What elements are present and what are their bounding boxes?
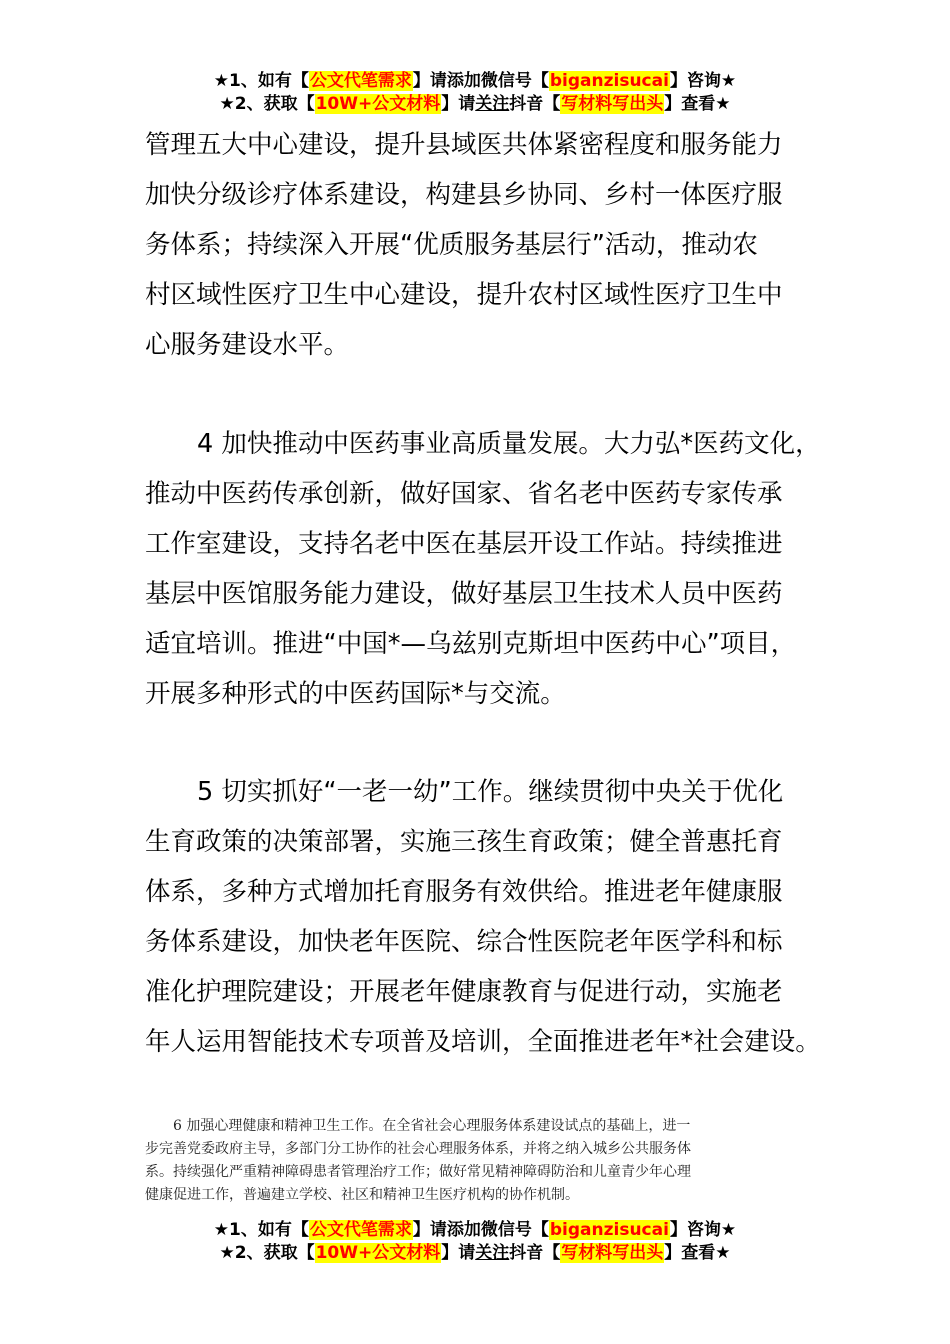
highlight-douyin: 写材料写出头 (561, 94, 664, 114)
highlight-materials: 10W+公文材料 (315, 1243, 441, 1263)
header-banner-line-2: ★2、获取【10W+公文材料】请关注抖音【写材料写出头】查看★ (219, 94, 731, 114)
highlight-materials: 10W+公文材料 (315, 94, 441, 114)
text-line: 工作室建设，支持名老中医在基层开设工作站。持续推进 (145, 529, 783, 559)
highlight-douyin: 写材料写出头 (561, 1243, 664, 1263)
text-line: 生育政策的决策部署，实施三孩生育政策；健全普惠托育 (145, 827, 783, 857)
paragraph-3-continued (145, 120, 835, 370)
highlight-wechat-id: biganzisucai (549, 71, 669, 91)
text-line: 年人运用智能技术专项普及培训，全面推进老年*社会建设。 (145, 1027, 821, 1057)
paragraph-4 (145, 419, 835, 719)
text-line: 系。持续强化严重精神障碍患者管理治疗工作；做好常见精神障碍防治和儿童青少年心理 (145, 1164, 691, 1180)
text-line: 推动中医药传承创新，做好国家、省名老中医药专家传承 (145, 479, 783, 509)
paragraph-5 (145, 767, 835, 1067)
text-line: 步完善党委政府主导，多部门分工协作的社会心理服务体系，并将之纳入城乡公共服务体 (145, 1141, 691, 1157)
text-line: 5 切实抓好“一老一幼”工作。继续贯彻中央关于优化 (197, 777, 784, 807)
highlight-wechat-id: biganzisucai (549, 1220, 669, 1240)
header-banner-line-1: ★1、如有【公文代笔需求】请添加微信号【biganzisucai】咨询★ (213, 71, 737, 91)
footer-banner-line-2: ★2、获取【10W+公文材料】请关注抖音【写材料写出头】查看★ (219, 1243, 731, 1263)
text-line: 开展多种形式的中医药国际*与交流。 (145, 679, 566, 709)
highlight-service: 公文代笔需求 (309, 71, 412, 91)
text-line: 务体系建设，加快老年医院、综合性医院老年医学科和标 (145, 927, 783, 957)
text-line: 村区域性医疗卫生中心建设，提升农村区域性医疗卫生中 (145, 280, 783, 310)
text-line: 健康促进工作，普遍建立学校、社区和精神卫生医疗机构的协作机制。 (145, 1187, 579, 1203)
text-line: 管理五大中心建设，提升县域医共体紧密程度和服务能力 (145, 130, 783, 160)
text-line: 心服务建设水平。 (145, 330, 350, 360)
text-line: 体系，多种方式增加托育服务有效供给。推进老年健康服 (145, 877, 783, 907)
text-line: 基层中医馆服务能力建设，做好基层卫生技术人员中医药 (145, 579, 783, 609)
paragraph-6 (145, 1115, 815, 1207)
text-line: 加快分级诊疗体系建设，构建县乡协同、乡村一体医疗服 (145, 180, 783, 210)
highlight-service: 公文代笔需求 (309, 1220, 412, 1240)
text-line: 适宜培训。推进“中国*—乌兹别克斯坦中医药中心”项目， (145, 629, 797, 659)
text-line: 准化护理院建设；开展老年健康教育与促进行动，实施老 (145, 977, 783, 1007)
text-line: 4 加快推动中医药事业高质量发展。大力弘*医药文化， (197, 429, 821, 459)
text-line: 务体系；持续深入开展“优质服务基层行”活动，推动农 (145, 230, 758, 260)
footer-banner-line-1: ★1、如有【公文代笔需求】请添加微信号【biganzisucai】咨询★ (213, 1220, 737, 1240)
text-line: 6 加强心理健康和精神卫生工作。在全省社会心理服务体系建设试点的基础上，进一 (173, 1118, 691, 1134)
